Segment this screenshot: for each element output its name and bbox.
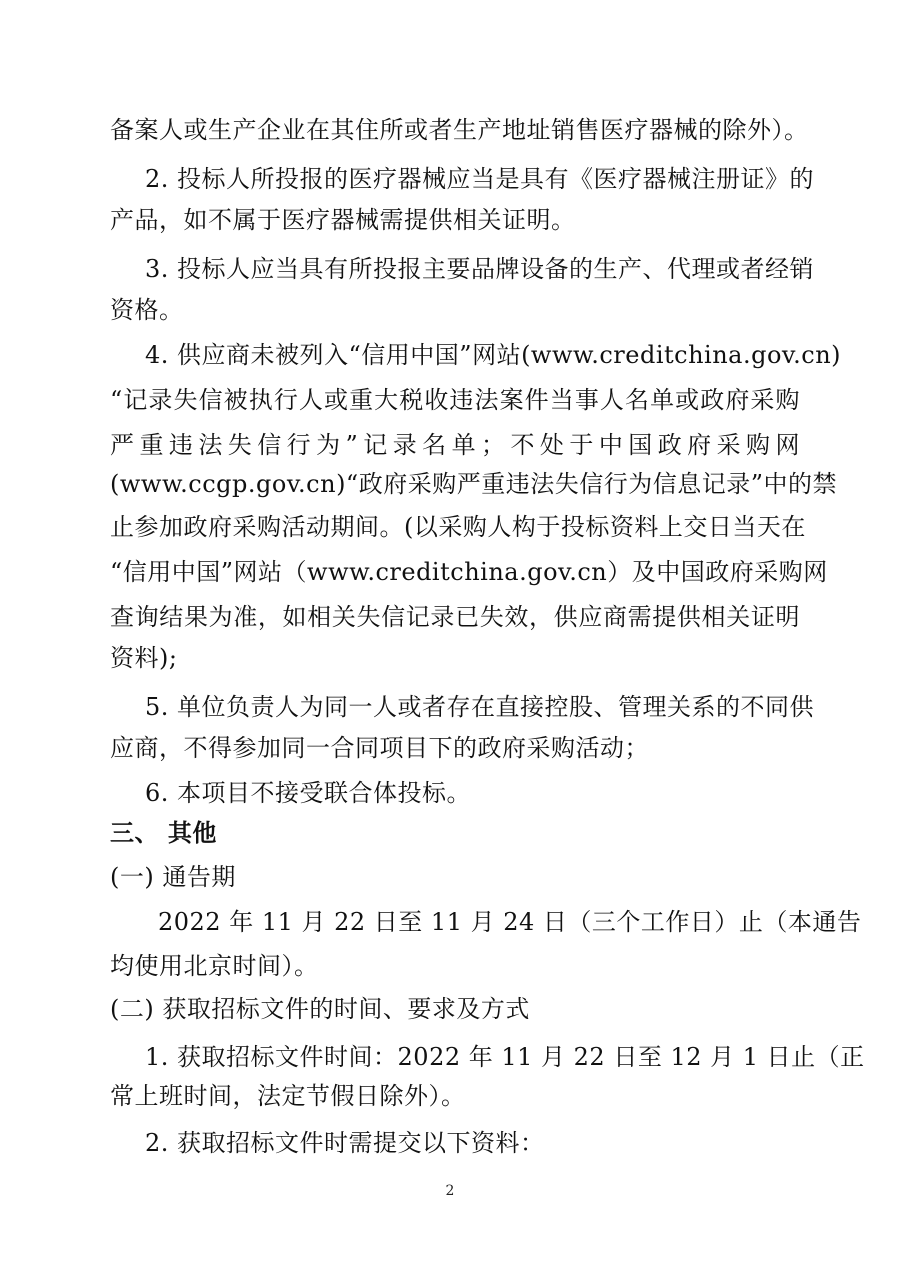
paragraph-line: 6. 本项目不接受联合体投标。: [145, 779, 472, 807]
paragraph-line: 应商，不得参加同一合同项目下的政府采购活动；: [110, 734, 649, 762]
paragraph-line: 常上班时间，法定节假日除外）。: [110, 1082, 466, 1110]
paragraph-line: (www.ccgp.gov.cn)“政府采购严重违法失信行为信息记录”中的禁: [110, 470, 837, 498]
paragraph-line: 备案人或生产企业在其住所或者生产地址销售医疗器械的除外）。: [110, 116, 809, 144]
paragraph-line: 4. 供应商未被列入“信用中国”网站(www.creditchina.gov.cn): [145, 341, 842, 369]
paragraph-line: 2. 投标人所投报的医疗器械应当是具有《医疗器械注册证》的: [145, 165, 815, 193]
page-number: 2: [445, 1183, 455, 1199]
paragraph-line: 3. 投标人应当具有所投报主要品牌设备的生产、代理或者经销: [145, 255, 815, 283]
paragraph-line: 5. 单位负责人为同一人或者存在直接控股、管理关系的不同供: [145, 693, 815, 721]
paragraph-line: “记录失信被执行人或重大税收违法案件当事人名单或政府采购: [110, 386, 800, 414]
paragraph-line: 均使用北京时间）。: [110, 952, 319, 980]
paragraph-line: 产品，如不属于医疗器械需提供相关证明。: [110, 206, 576, 234]
paragraph-line: 1. 获取招标文件时间：2022 年 11 月 22 日至 12 月 1 日止（正: [145, 1043, 865, 1071]
paragraph-line: 止参加政府采购活动期间。(以采购人构于投标资料上交日当天在: [110, 513, 806, 541]
paragraph-line: 查询结果为准，如相关失信记录已失效，供应商需提供相关证明: [110, 603, 800, 631]
section-heading: 三、 其他: [110, 818, 217, 847]
paragraph-line: 2022 年 11 月 22 日至 11 月 24 日（三个工作日）止（本通告: [158, 908, 862, 936]
subsection-heading: (一) 通告期: [110, 863, 236, 891]
paragraph-line: 资格。: [110, 296, 184, 324]
paragraph-line: 2. 获取招标文件时需提交以下资料：: [145, 1129, 545, 1157]
paragraph-line: “信用中国”网站（www.creditchina.gov.cn）及中国政府采购网: [110, 558, 828, 586]
subsection-heading: (二) 获取招标文件的时间、要求及方式: [110, 995, 530, 1023]
paragraph-line: 严重违法失信行为”记录名单；不处于中国政府采购网: [110, 431, 800, 459]
paragraph-line: 资料);: [110, 644, 178, 672]
